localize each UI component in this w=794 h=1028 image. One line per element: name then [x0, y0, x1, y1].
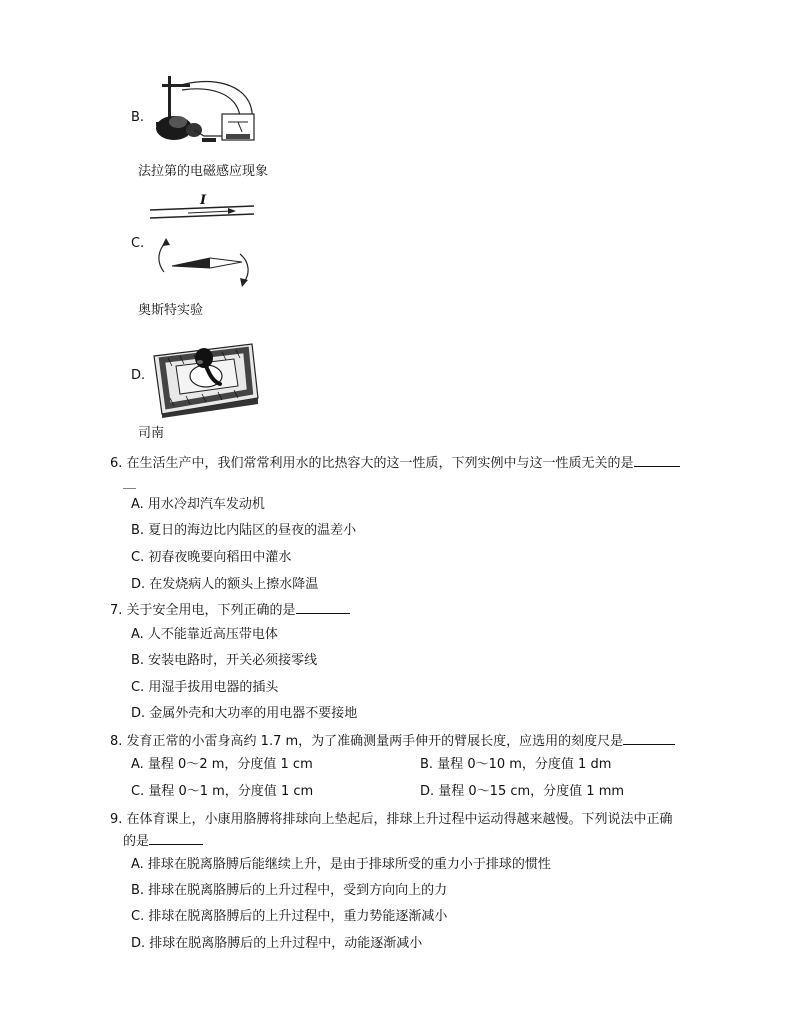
q9-stem-continuation: 的是: [123, 834, 150, 849]
option-d-letter: D.: [131, 368, 146, 383]
q7-option-a: A. 人不能靠近高压带电体: [131, 627, 278, 642]
q8-stem: 8. 发育正常的小雷身高约 1.7 m，为了准确测量两手伸开的臂展长度，应选用的刻度尺是: [110, 734, 624, 749]
q6-option-a: A. 用水冷却汽车发动机: [131, 497, 265, 512]
q9-option-c: C. 排球在脱离胳膊后的上升过程中，重力势能逐渐减小: [131, 909, 448, 924]
q6-answer-blank: [634, 465, 680, 467]
q6-option-d: D. 在发烧病人的额头上擦水降温: [131, 577, 319, 592]
option-b-caption: 法拉第的电磁感应现象: [138, 164, 269, 179]
q9-answer-blank: [149, 843, 203, 845]
oersted-experiment-figure: [148, 192, 258, 292]
q9-option-b: B. 排球在脱离胳膊后的上升过程中，受到方向向上的力: [131, 883, 448, 898]
current-label: I: [200, 193, 207, 208]
q7-option-b: B. 安装电路时，开关必须接零线: [131, 653, 318, 668]
q8-answer-blank: [623, 743, 675, 745]
q6-option-c: C. 初春夜晚要向稻田中灌水: [131, 550, 292, 565]
q9-option-a: A. 排球在脱离胳膊后能继续上升，是由于排球所受的重力小于排球的惯性: [131, 857, 551, 872]
q9-stem-continuation-line: [123, 834, 203, 850]
option-b-letter: B.: [131, 110, 145, 125]
option-c-caption: 奥斯特实验: [138, 303, 204, 318]
option-c-letter: C.: [131, 236, 145, 251]
q8-option-b: B. 量程 0～10 m，分度值 1 dm: [420, 757, 612, 772]
q6-stem: 6. 在生活生产中，我们常常利用水的比热容大的这一性质，下列实例中与这一性质无关的是: [110, 456, 634, 471]
sinan-figure: [148, 328, 260, 418]
q9-option-d: D. 排球在脱离胳膊后的上升过程中，动能逐渐减小: [131, 936, 423, 951]
q6-stem-line: [110, 456, 680, 472]
q8-option-d: D. 量程 0～15 cm，分度值 1 mm: [420, 784, 625, 799]
faraday-induction-figure: [148, 72, 260, 156]
q6-stem-continuation: ＿: [123, 476, 137, 491]
q7-answer-blank: [296, 612, 350, 614]
q8-option-c: C. 量程 0～1 m，分度值 1 cm: [131, 784, 314, 799]
q7-option-c: C. 用湿手拔用电器的插头: [131, 680, 279, 695]
q7-stem: 7. 关于安全用电，下列正确的是: [110, 603, 296, 618]
q9-stem: 9. 在体育课上，小康用胳膊将排球向上垫起后，排球上升过程中运动得越来越慢。下列说法中正确: [110, 812, 673, 827]
q8-stem-line: [110, 734, 675, 750]
q8-option-a: A. 量程 0～2 m，分度值 1 cm: [131, 757, 313, 772]
q6-option-b: B. 夏日的海边比内陆区的昼夜的温差小: [131, 523, 357, 538]
option-d-caption: 司南: [138, 426, 165, 441]
q7-option-d: D. 金属外壳和大功率的用电器不要接地: [131, 706, 358, 721]
q7-stem-line: [110, 603, 350, 619]
